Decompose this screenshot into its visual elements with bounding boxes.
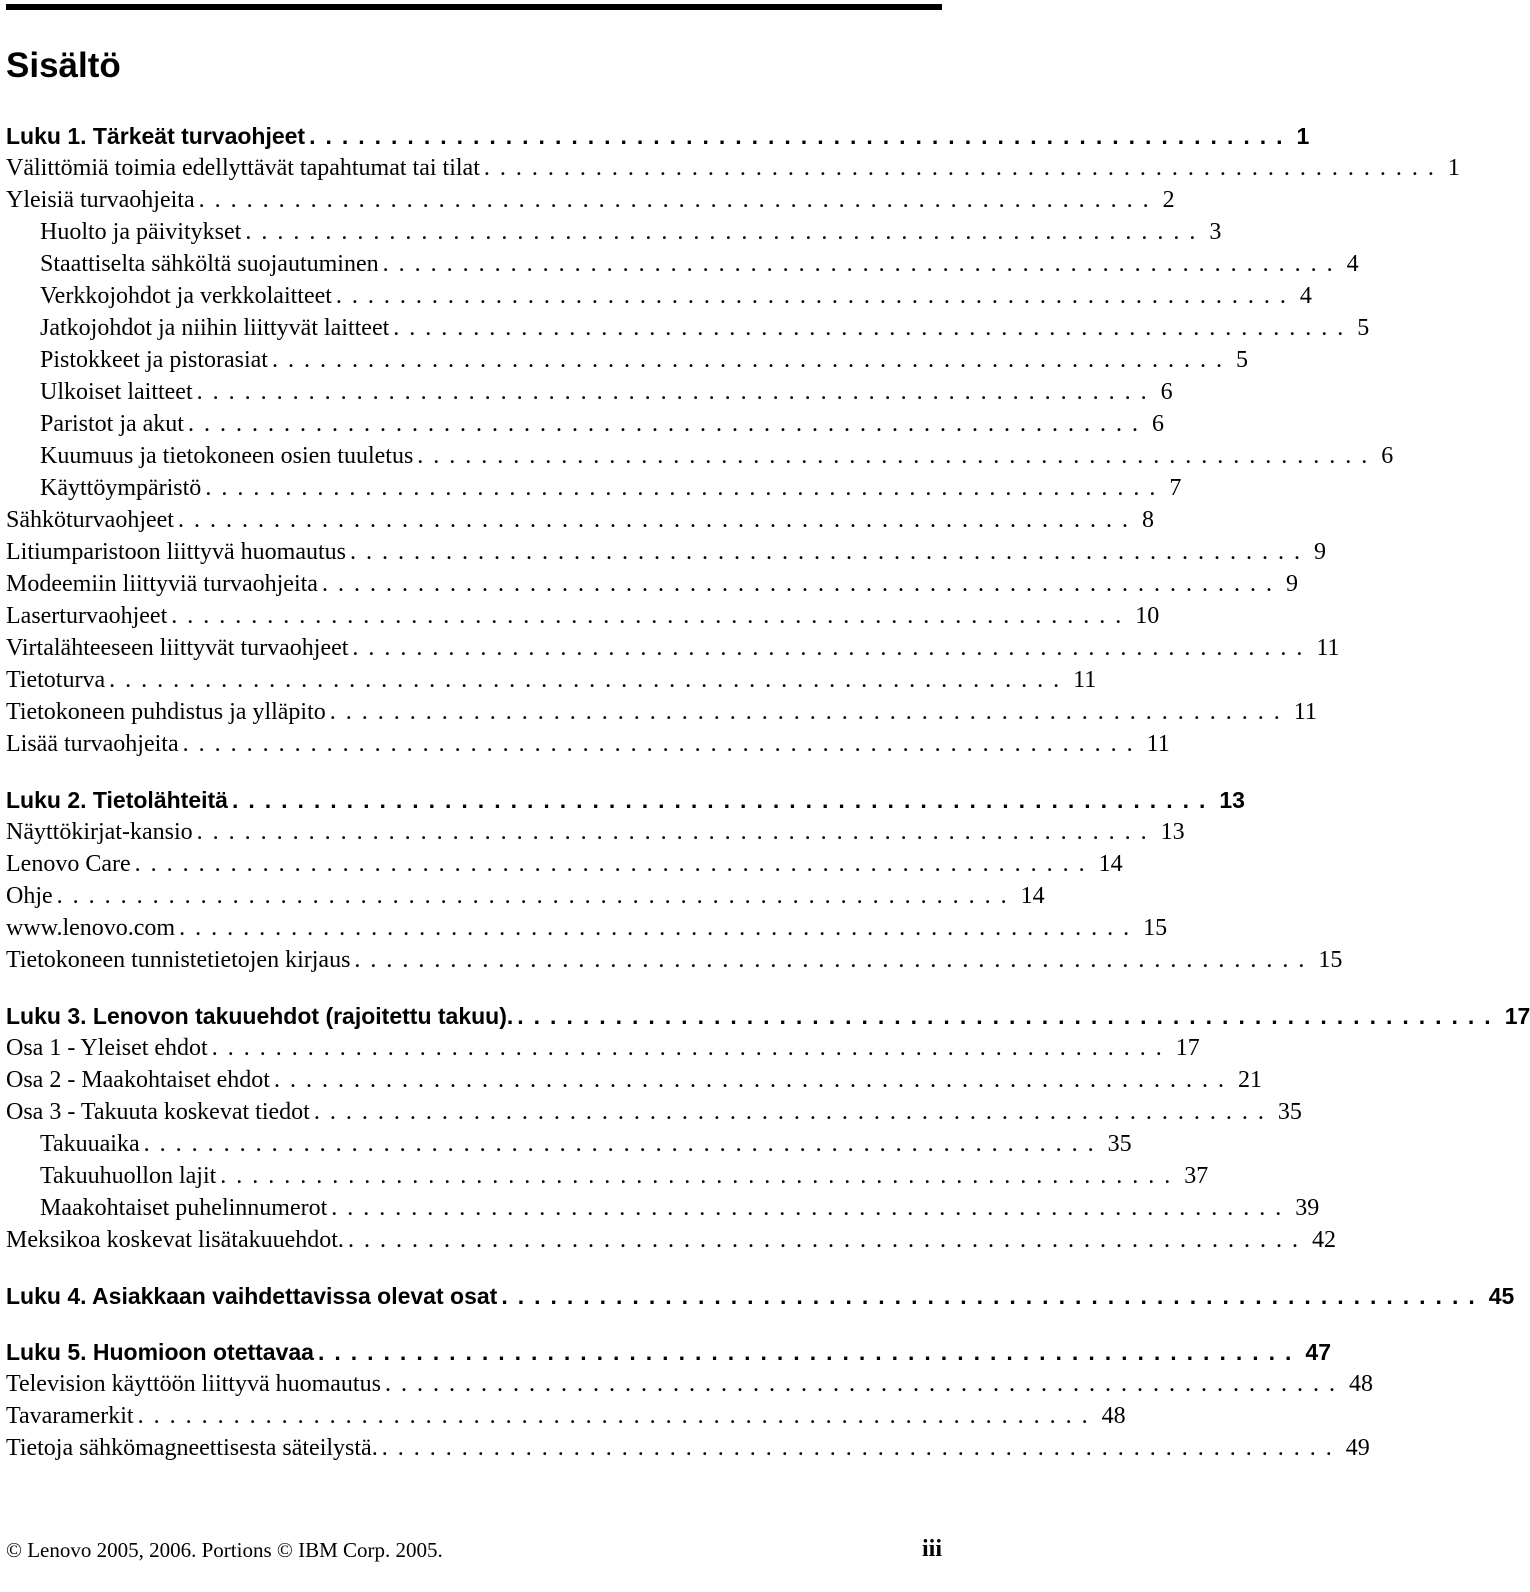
toc-entry[interactable]	[6, 182, 1175, 214]
dot-leader: ............................................................	[517, 1003, 1501, 1029]
page-title: Sisältö	[6, 46, 121, 85]
toc-entry-page: 11	[1316, 635, 1340, 661]
dot-leader: ............................................................	[182, 731, 1143, 757]
toc-entry[interactable]	[6, 1062, 1262, 1094]
toc-entry-page: 8	[1141, 507, 1154, 533]
toc-chapter-entry[interactable]	[6, 782, 1245, 814]
dot-leader: ............................................................	[231, 787, 1216, 813]
toc-entry-page: 14	[1098, 851, 1123, 877]
dot-leader: ............................................................	[143, 1131, 1104, 1157]
dot-leader: ............................................................	[417, 443, 1378, 469]
toc-entry[interactable]	[6, 1126, 1132, 1158]
toc-entry-page: 14	[1020, 883, 1045, 909]
toc-entry-page: 4	[1346, 251, 1359, 277]
dot-leader: ............................................................	[384, 1371, 1345, 1397]
dot-leader: ............................................................	[198, 187, 1159, 213]
dot-leader: ............................................................	[56, 883, 1017, 909]
toc-entry[interactable]	[6, 942, 1343, 974]
dot-leader: ............................................................	[335, 283, 1296, 309]
toc-entry-label: Luku 5. Huomioon otettavaa	[6, 1339, 314, 1365]
dot-leader: ............................................................	[331, 1195, 1292, 1221]
toc-entry[interactable]	[6, 310, 1370, 342]
toc-entry-label: Näyttökirjat-kansio	[6, 819, 193, 845]
dot-leader: ............................................................	[329, 699, 1290, 725]
toc-entry-label: Tietokoneen puhdistus ja ylläpito	[6, 699, 326, 725]
dot-leader: ............................................................	[177, 507, 1138, 533]
toc-entry-label: Maakohtaiset puhelinnumerot	[40, 1195, 328, 1221]
toc-entry-label: Paristot ja akut	[40, 411, 184, 437]
toc-entry-page: 6	[1160, 379, 1173, 405]
dot-leader: ............................................................	[271, 347, 1232, 373]
dot-leader: ............................................................	[347, 1227, 1308, 1253]
toc-entry[interactable]	[6, 1190, 1320, 1222]
toc-entry[interactable]	[6, 1366, 1373, 1398]
table-of-contents	[6, 118, 1530, 1462]
toc-entry[interactable]	[6, 342, 1248, 374]
toc-entry-page: 4	[1299, 283, 1312, 309]
toc-entry-label: Osa 1 - Yleiset ehdot	[6, 1035, 208, 1061]
toc-entry[interactable]	[6, 598, 1160, 630]
toc-chapter-entry[interactable]	[6, 998, 1530, 1030]
toc-entry-label: Litiumparistoon liittyvä huomautus	[6, 539, 346, 565]
toc-entry-page: 47	[1305, 1339, 1331, 1365]
toc-entry-page: 37	[1184, 1163, 1209, 1189]
toc-entry-label: Huolto ja päivitykset	[40, 219, 242, 245]
dot-leader: ............................................................	[196, 819, 1157, 845]
toc-entry-label: Luku 4. Asiakkaan vaihdettavissa olevat osat	[6, 1283, 498, 1309]
dot-leader: ............................................................	[317, 1339, 1302, 1365]
toc-entry[interactable]	[6, 910, 1168, 942]
toc-entry-label: Lenovo Care	[6, 851, 131, 877]
toc-chapter-entry[interactable]	[6, 118, 1310, 150]
toc-entry-page: 48	[1348, 1371, 1373, 1397]
toc-entry-page: 17	[1504, 1003, 1530, 1029]
toc-entry-label: Virtalähteeseen liittyvät turvaohjeet	[6, 635, 349, 661]
dot-leader: ............................................................	[134, 851, 1095, 877]
dot-leader: ............................................................	[354, 947, 1315, 973]
dot-leader: ............................................................	[309, 123, 1293, 149]
toc-entry[interactable]	[6, 1030, 1200, 1062]
toc-entry-page: 9	[1285, 571, 1298, 597]
toc-entry-label: Käyttöympäristö	[40, 475, 202, 501]
dot-leader: ............................................................	[381, 1435, 1342, 1461]
toc-entry-label: Staattiselta sähköltä suojautuminen	[40, 251, 379, 277]
toc-entry-label: www.lenovo.com	[6, 915, 176, 941]
toc-entry[interactable]	[6, 1158, 1209, 1190]
toc-entry-label: Ohje	[6, 883, 53, 909]
dot-leader: ............................................................	[109, 667, 1070, 693]
toc-entry-label: Osa 2 - Maakohtaiset ehdot	[6, 1067, 270, 1093]
toc-entry-page: 13	[1219, 787, 1245, 813]
toc-entry[interactable]	[6, 406, 1164, 438]
toc-entry-page: 6	[1381, 443, 1394, 469]
toc-entry-label: Takuuhuollon lajit	[40, 1163, 217, 1189]
toc-entry-label: Tavaramerkit	[6, 1403, 134, 1429]
toc-entry[interactable]	[6, 814, 1185, 846]
toc-entry-page: 2	[1162, 187, 1175, 213]
toc-entry[interactable]	[6, 566, 1298, 598]
toc-entry-page: 21	[1237, 1067, 1262, 1093]
toc-entry[interactable]	[6, 374, 1173, 406]
dot-leader: ............................................................	[196, 379, 1157, 405]
dot-leader: ............................................................	[187, 411, 1148, 437]
toc-entry[interactable]	[6, 846, 1123, 878]
toc-entry-page: 35	[1107, 1131, 1132, 1157]
toc-entry-label: Ulkoiset laitteet	[40, 379, 193, 405]
dot-leader: ............................................................	[179, 915, 1140, 941]
toc-entry-label: Takuuaika	[40, 1131, 140, 1157]
toc-entry-label: Luku 3. Lenovon takuuehdot (rajoitettu takuu).	[6, 1003, 514, 1029]
dot-leader: ............................................................	[171, 603, 1132, 629]
dot-leader: ............................................................	[382, 251, 1343, 277]
toc-entry-label: Luku 2. Tietolähteitä	[6, 787, 228, 813]
dot-leader: ............................................................	[205, 475, 1166, 501]
toc-entry-page: 5	[1357, 315, 1370, 341]
toc-entry[interactable]	[6, 878, 1045, 910]
toc-entry-page: 35	[1277, 1099, 1302, 1125]
dot-leader: ............................................................	[137, 1403, 1098, 1429]
top-rule	[6, 4, 942, 10]
toc-entry-label: Jatkojohdot ja niihin liittyvät laitteet	[40, 315, 390, 341]
toc-entry-page: 17	[1175, 1035, 1200, 1061]
toc-entry-page: 11	[1293, 699, 1317, 725]
toc-entry[interactable]	[6, 1222, 1336, 1254]
toc-chapter-entry[interactable]	[6, 1334, 1331, 1366]
page-number: iii	[921, 1536, 942, 1562]
toc-entry-page: 3	[1209, 219, 1222, 245]
toc-entry-label: Tietokoneen tunnistetietojen kirjaus	[6, 947, 351, 973]
dot-leader: ............................................................	[352, 635, 1313, 661]
toc-entry[interactable]	[6, 470, 1182, 502]
toc-entry-label: Yleisiä turvaohjeita	[6, 187, 195, 213]
toc-entry[interactable]	[6, 1094, 1302, 1126]
dot-leader: ............................................................	[313, 1099, 1274, 1125]
toc-chapter-entry[interactable]	[6, 1278, 1515, 1310]
toc-entry-label: Pistokkeet ja pistorasiat	[40, 347, 268, 373]
toc-entry-page: 9	[1313, 539, 1326, 565]
toc-entry-page: 45	[1488, 1283, 1515, 1309]
toc-entry-page: 39	[1295, 1195, 1320, 1221]
toc-entry-label: Modeemiin liittyviä turvaohjeita	[6, 571, 318, 597]
toc-entry-label: Osa 3 - Takuuta koskevat tiedot	[6, 1099, 310, 1125]
toc-entry[interactable]	[6, 534, 1326, 566]
toc-entry-page: 11	[1073, 667, 1097, 693]
toc-entry-page: 15	[1143, 915, 1168, 941]
toc-entry-label: Tietoja sähkömagneettisesta säteilystä.	[6, 1435, 378, 1461]
toc-entry[interactable]	[6, 438, 1394, 470]
toc-entry-page: 1	[1296, 123, 1310, 149]
toc-entry-page: 15	[1318, 947, 1343, 973]
toc-entry[interactable]	[6, 1430, 1370, 1462]
toc-entry-label: Laserturvaohjeet	[6, 603, 168, 629]
toc-entry[interactable]	[6, 150, 1460, 182]
dot-leader: ............................................................	[393, 315, 1354, 341]
toc-entry-page: 48	[1101, 1403, 1126, 1429]
dot-leader: ............................................................	[220, 1163, 1181, 1189]
toc-entry-label: Luku 1. Tärkeät turvaohjeet	[6, 123, 306, 149]
toc-entry-label: Meksikoa koskevat lisätakuuehdot.	[6, 1227, 344, 1253]
toc-entry-label: Välittömiä toimia edellyttävät tapahtumat tai tilat	[6, 155, 480, 181]
toc-entry[interactable]	[6, 726, 1170, 758]
toc-entry-page: 13	[1160, 819, 1185, 845]
toc-entry-page: 7	[1169, 475, 1182, 501]
toc-entry[interactable]	[6, 1398, 1126, 1430]
toc-entry-page: 5	[1235, 347, 1248, 373]
toc-entry-label: Television käyttöön liittyvä huomautus	[6, 1371, 381, 1397]
toc-entry-label: Lisää turvaohjeita	[6, 731, 179, 757]
dot-leader: ............................................................	[349, 539, 1310, 565]
toc-entry[interactable]	[6, 502, 1154, 534]
toc-entry[interactable]	[6, 278, 1312, 310]
dot-leader: ............................................................	[483, 155, 1444, 181]
toc-entry-page: 11	[1146, 731, 1170, 757]
toc-entry[interactable]	[6, 214, 1222, 246]
toc-entry[interactable]	[6, 694, 1317, 726]
copyright-notice: © Lenovo 2005, 2006. Portions © IBM Corp. 2005.	[6, 1538, 443, 1562]
toc-entry[interactable]	[6, 662, 1097, 694]
dot-leader: ............................................................	[245, 219, 1206, 245]
toc-entry-label: Kuumuus ja tietokoneen osien tuuletus	[40, 443, 414, 469]
toc-entry-page: 6	[1151, 411, 1164, 437]
dot-leader: ............................................................	[211, 1035, 1172, 1061]
dot-leader: ............................................................	[273, 1067, 1234, 1093]
toc-entry-page: 42	[1311, 1227, 1336, 1253]
toc-entry-label: Sähköturvaohjeet	[6, 507, 174, 533]
dot-leader: ............................................................	[501, 1283, 1485, 1309]
toc-entry-label: Tietoturva	[6, 667, 106, 693]
toc-entry-page: 1	[1447, 155, 1460, 181]
toc-entry-page: 10	[1135, 603, 1160, 629]
toc-entry-label: Verkkojohdot ja verkkolaitteet	[40, 283, 332, 309]
toc-entry-page: 49	[1345, 1435, 1370, 1461]
toc-entry[interactable]	[6, 246, 1359, 278]
dot-leader: ............................................................	[321, 571, 1282, 597]
toc-entry[interactable]	[6, 630, 1340, 662]
